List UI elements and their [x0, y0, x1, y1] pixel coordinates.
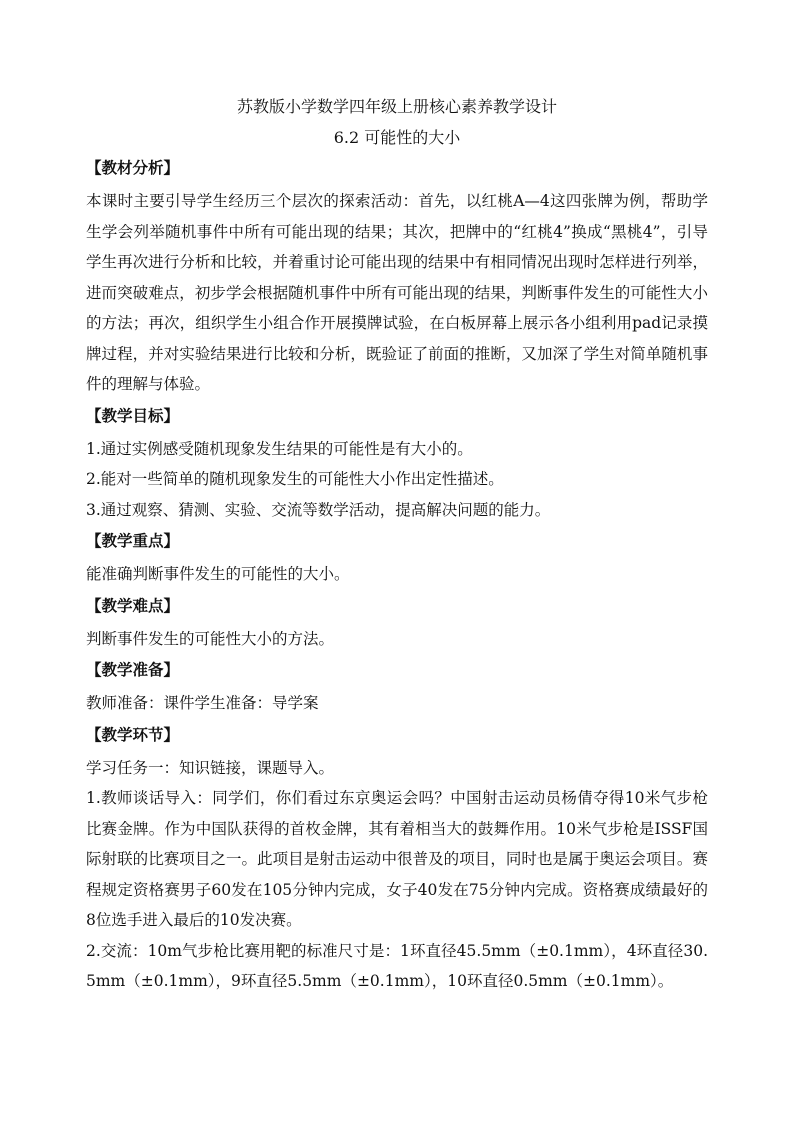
process-step-2: 2.交流：10m气步枪比赛用靶的标准尺寸是：1环直径45.5mm（±0.1mm），4环直径30.5mm（±0.1mm），9环直径5.5mm（±0.1mm），10环直径0.5mm（±0.1mm）。	[86, 941, 708, 990]
document-page	[86, 96, 708, 997]
section-process	[86, 723, 708, 997]
section-preparation	[86, 658, 708, 719]
preparation-text: 教师准备：课件学生准备：导学案	[86, 694, 319, 712]
section-heading-difficulties: 【教学难点】	[86, 595, 180, 615]
goal-item-1: 1.通过实例感受随机现象发生结果的可能性是有大小的。	[86, 439, 473, 458]
process-task: 学习任务一：知识链接，课题导入。	[86, 758, 335, 777]
analysis-paragraph: 本课时主要引导学生经历三个层次的探索活动：首先，以红桃A—4这四张牌为例，帮助学生学会列举随机事件中所有可能出现的结果；其次，把牌中的“红桃4”换成“黑桃4”，引导学生再次进行分析和比较，并着重讨论可能出现的结果中有相同情况出现时怎样进行列举，进而突破难点，初步学会根据随机事件中所有可能出现的结果，判断事件发生的可能性大小的方法；再次，组织学生小组合作开展摸牌试验，在白板屏幕上展示各小组利用pad记录摸牌过程，并对实验结果进行比较和分析，既验证了前面的推断，又加深了学生对简单随机事件的理解与体验。	[86, 192, 708, 393]
document-title: 苏教版小学数学四年级上册核心素养教学设计	[236, 97, 557, 116]
section-heading-key-points: 【教学重点】	[86, 531, 180, 550]
section-goals	[86, 404, 708, 526]
goal-item-3: 3.通过观察、猜测、实验、交流等数学活动，提高解决问题的能力。	[86, 500, 551, 519]
process-step-1: 1.教师谈话导入：同学们，你们看过东京奥运会吗？中国射击运动员杨倩夺得10米气步枪比赛金牌。作为中国队获得的首枚金牌，其有着相当大的鼓舞作用。10米气步枪是ISSF国际射联的比赛项目之一。此项目是射击运动中很普及的项目，同时也是属于奥运会项目。赛程规定资格赛男子60发在105分钟内完成，女子40发在75分钟内完成。资格赛成绩最好的8位选手进入最后的10发决赛。	[86, 789, 708, 929]
section-heading-analysis: 【教材分析】	[86, 158, 180, 177]
goal-item-2: 2.能对一些简单的随机现象发生的可能性大小作出定性描述。	[86, 470, 504, 488]
key-points-text: 能准确判断事件发生的可能性的大小。	[86, 565, 350, 583]
document-subtitle: 6.2 可能性的大小	[333, 128, 461, 147]
section-analysis	[86, 156, 708, 400]
difficulties-text: 判断事件发生的可能性大小的方法。	[86, 629, 335, 648]
section-heading-goals: 【教学目标】	[86, 405, 180, 425]
section-heading-preparation: 【教学准备】	[86, 660, 180, 679]
section-key-points	[86, 529, 708, 590]
section-difficulties	[86, 594, 708, 655]
section-heading-process: 【教学环节】	[86, 724, 180, 744]
